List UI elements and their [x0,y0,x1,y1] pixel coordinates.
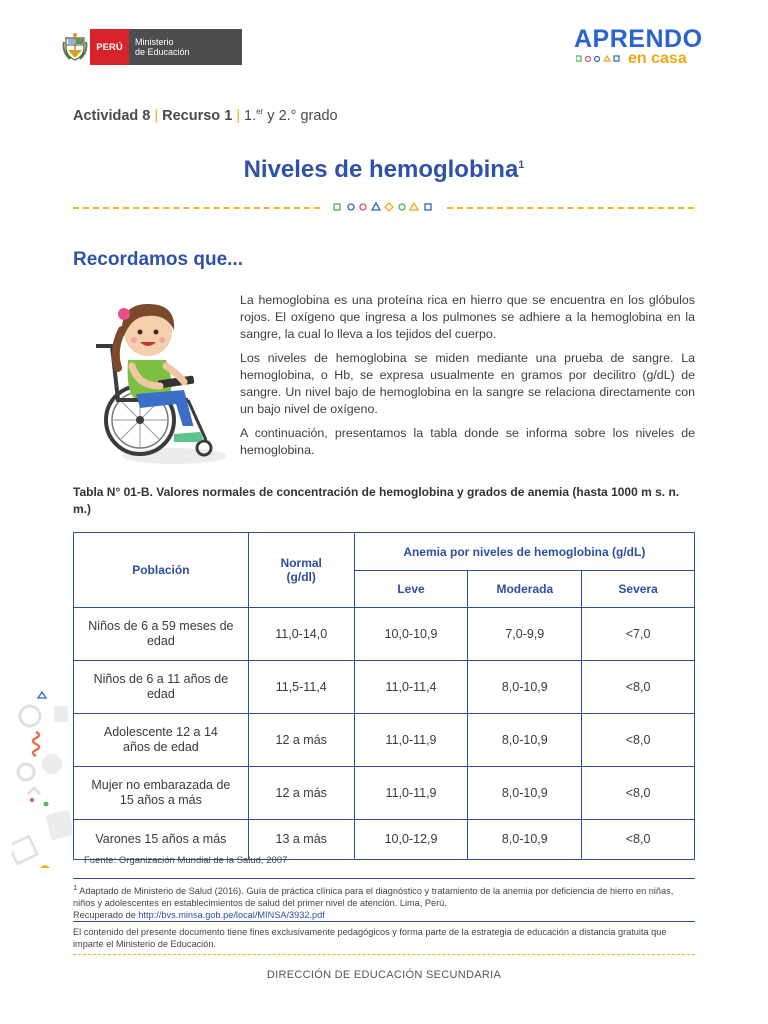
cell-moderada: 8,0-10,9 [468,767,582,820]
grade-prefix: 1. [244,107,257,124]
disclaimer-rule [73,921,695,922]
table-row [74,661,695,714]
table-caption: Tabla N° 01-B. Valores normales de concentración de hemoglobina y grados de anemia (hasta 1000 m s. n. m.) [73,485,680,516]
aprendo-en-casa-logo [574,26,714,70]
cell-leve: 10,0-12,9 [354,820,468,860]
cell-leve: 11,0-11,4 [354,661,468,714]
table-row [74,714,695,767]
title-footnote-mark: 1 [518,159,525,171]
table-row [74,767,695,820]
table-row [74,608,695,661]
minedu-header-logo [60,29,242,65]
table-source: Fuente: Organización Mundial de la Salud, 2007 [84,855,288,866]
decorative-shapes-icon [331,200,436,214]
ministry-line-1: Ministerio [135,37,174,47]
ministry-label [129,29,242,65]
grade-suffix: y 2.° grado [263,107,338,124]
cell-poblacion: Varones 15 años a más [74,820,249,860]
footnote-mark: 1 [73,883,78,892]
cell-normal: 11,5-11,4 [248,661,354,714]
footnote-text: Adaptado de Ministerio de Salud (2016). Guía de práctica clínica para el diagnóstico y tratamiento de la anemia por deficiencia de hierro en niñas, niños y adolescentes en establecimientos de salud del primer nivel de atención. Lima, Perú. [73,886,674,909]
retrieved-label: Recuperado de [73,910,139,921]
separator: | [236,107,241,124]
cell-poblacion: Adolescente 12 a 14 años de edad [74,714,249,767]
girl-in-wheelchair-illustration [88,290,230,466]
cell-poblacion: Niños de 6 a 11 años de edad [74,661,249,714]
cell-moderada: 7,0-9,9 [468,608,582,661]
page-title [0,156,768,184]
title-divider-left [73,207,320,209]
cell-moderada: 8,0-10,9 [468,661,582,714]
activity-label: Actividad 8 [73,107,151,124]
header-poblacion: Población [74,533,249,608]
footer-text: DIRECCIÓN DE EDUCACIÓN SECUNDARIA [266,969,502,981]
paragraph-3: A continuación, presentamos la tabla donde se informa sobre los niveles de hemoglobina. [240,426,695,457]
header-leve: Leve [354,571,468,608]
disclaimer: El contenido del presente documento tiene fines exclusivamente pedagógicos y forma parte de la estrategia de educación a distancia gratuita que imparte el Ministerio de Educación. [73,927,667,949]
cell-severa: <8,0 [582,714,695,767]
title-divider-right [447,207,694,209]
footnote-rule [73,878,695,879]
peru-label: PERÚ [90,29,129,65]
cell-severa: <8,0 [582,661,695,714]
cell-normal: 13 a más [248,820,354,860]
header-moderada: Moderada [468,571,582,608]
cell-severa: <8,0 [582,820,695,860]
footnote [73,882,695,921]
cell-moderada: 8,0-10,9 [468,714,582,767]
logo-line-1: APRENDO [574,25,703,53]
decorative-doodles-icon [12,690,72,880]
header-severa: Severa [582,571,695,608]
cell-poblacion: Mujer no embarazada de 15 años a más [74,767,249,820]
page-title-text: Niveles de hemoglobina [243,156,519,183]
header-normal: Normal (g/dl) [248,533,354,608]
cell-moderada: 8,0-10,9 [468,820,582,860]
cell-severa: <7,0 [582,608,695,661]
header-anemia: Anemia por niveles de hemoglobina (g/dL) [354,533,694,571]
logo-line-2: en casa [628,50,687,67]
activity-line [73,107,338,124]
cell-normal: 12 a más [248,714,354,767]
resource-label: Recurso 1 [162,107,233,124]
cell-leve: 11,0-11,9 [354,767,468,820]
paragraph-1: La hemoglobina es una proteína rica en hierro que se encuentra en los glóbulos rojos. El oxígeno que ingresa a los pulmones se adhiere a la hemoglobina en la sangre, la cual lo lleva a los tejidos del cuerpo. [240,293,695,341]
separator: | [154,107,159,124]
logo-shapes-icon [576,55,626,65]
cell-normal: 11,0-14,0 [248,608,354,661]
ministry-line-2: de Educación [135,47,190,57]
coat-of-arms-icon [60,29,90,65]
cell-poblacion: Niños de 6 a 59 meses de edad [74,608,249,661]
section-heading: Recordamos que... [73,249,243,270]
paragraph-2: Los niveles de hemoglobina se miden mediante una prueba de sangre. La hemoglobina, o Hb, se expresa usualmente en gramos por decilitro (g/dL) de sangre. Un nivel bajo de hemoglobina en la sangre se relaciona directamente con un bajo nivel de oxígeno. [240,351,695,416]
hemoglobin-table [73,532,695,860]
footer-divider [73,954,695,955]
grade-sup: er [256,107,264,116]
cell-leve: 10,0-10,9 [354,608,468,661]
table-row [74,820,695,860]
cell-normal: 12 a más [248,767,354,820]
cell-severa: <8,0 [582,767,695,820]
cell-leve: 11,0-11,9 [354,714,468,767]
source-link[interactable]: http://bvs.minsa.gob.pe/local/MINSA/3932.pdf [138,910,325,921]
intro-text [240,292,695,466]
